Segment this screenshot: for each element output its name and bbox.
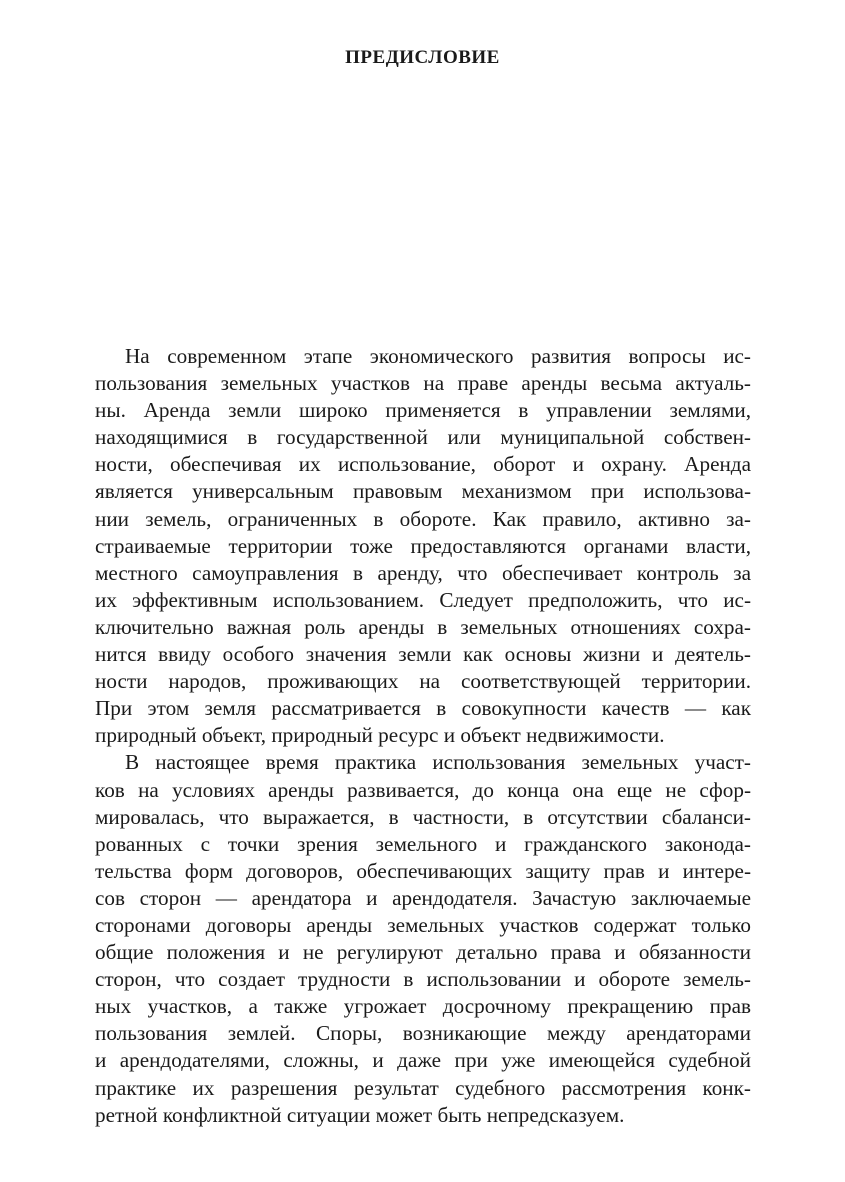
text-line: общие положения и не регулируют детально права и обязанности — [95, 940, 751, 965]
text-line: сторонами договоры аренды земельных участков содержат только — [95, 912, 751, 937]
text-line: ности народов, проживающих на соответствующей территории. — [95, 669, 751, 694]
text-line: В настоящее время практика использования земельных участ- — [125, 750, 751, 775]
text-line: нии земель, ограниченных в обороте. Как правило, активно за- — [95, 506, 751, 531]
text-line: местного самоуправления в аренду, что обеспечивает контроль за — [95, 560, 751, 585]
text-line: При этом земля рассматривается в совокупности качеств — как — [95, 696, 751, 721]
text-line: практике их разрешения результат судебного рассмотрения конк- — [95, 1075, 751, 1100]
text-line: и арендодателями, сложны, и даже при уже имеющейся судебной — [95, 1048, 751, 1073]
text-line: ных участков, а также угрожает досрочному прекращению прав — [95, 994, 751, 1019]
text-line: природный объект, природный ресурс и объект недвижимости. — [95, 723, 665, 748]
text-line: ключительно важная роль аренды в земельных отношениях сохра- — [95, 614, 751, 639]
text-line: пользования землей. Споры, возникающие между арендаторами — [95, 1021, 751, 1046]
text-line: нится ввиду особого значения земли как основы жизни и деятель- — [95, 642, 751, 667]
text-line: ков на условиях аренды развивается, до конца она еще не сфор- — [95, 777, 751, 802]
text-line: пользования земельных участков на праве аренды весьма актуаль- — [95, 371, 751, 396]
text-line: сов сторон — арендатора и арендодателя. Зачастую заключаемые — [95, 885, 751, 910]
text-line: является универсальным правовым механизмом при использова- — [95, 479, 751, 504]
text-line: мировалась, что выражается, в частности, в отсутствии сбаланси- — [95, 804, 751, 829]
paragraph-1 — [95, 343, 751, 749]
text-line: ны. Аренда земли широко применяется в управлении землями, — [95, 398, 751, 423]
text-line: На современном этапе экономического развития вопросы ис- — [125, 344, 751, 368]
text-line: ретной конфликтной ситуации может быть непредсказуем. — [95, 1102, 625, 1127]
preface-body — [95, 343, 751, 1129]
text-line: находящимися в государственной или муниципальной собствен- — [95, 425, 751, 450]
text-line: тельства форм договоров, обеспечивающих защиту прав и интере- — [95, 858, 751, 883]
text-line: рованных с точки зрения земельного и гражданского законода- — [95, 831, 751, 856]
text-line: ности, обеспечивая их использование, оборот и охрану. Аренда — [95, 452, 751, 477]
paragraph-2 — [95, 749, 751, 1128]
page-title: ПРЕДИСЛОВИЕ — [345, 47, 500, 68]
text-line: их эффективным использованием. Следует предположить, что ис- — [95, 587, 751, 612]
text-line: страиваемые территории тоже предоставляются органами власти, — [95, 533, 751, 558]
text-line: сторон, что создает трудности в использовании и обороте земель- — [95, 967, 751, 992]
